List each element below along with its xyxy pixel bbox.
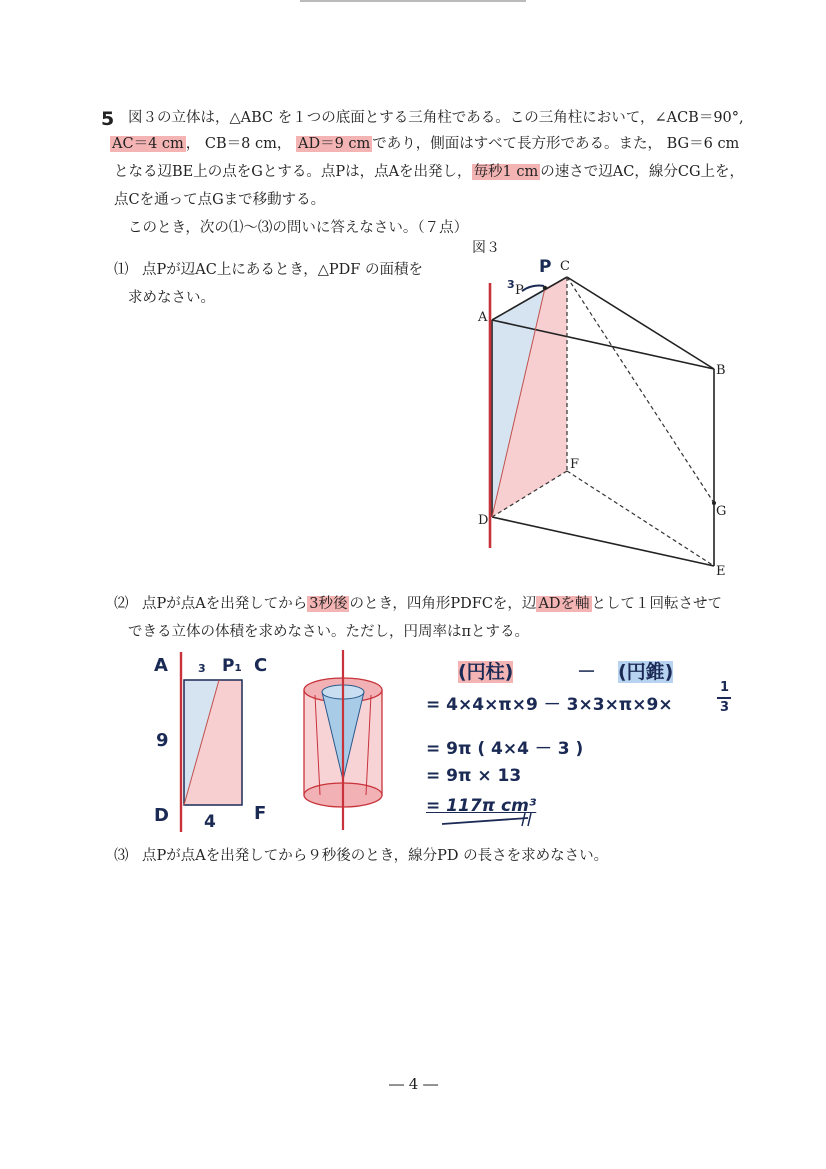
hand-label-p: P — [539, 257, 552, 277]
label-e: E — [716, 564, 726, 579]
work-line-2: = 9π ( 4×4 － 3 ) — [426, 739, 584, 759]
q2-text-c: として１回転させて — [591, 596, 723, 612]
sketch-c: C — [254, 655, 268, 676]
q2-text-b: のとき，四角形PDFCを，辺 — [349, 596, 537, 612]
highlight-axis: ADを軸 — [538, 596, 590, 612]
work-line-1: = 4×4×π×9 － 3×3×π×9× — [426, 695, 673, 715]
answer-underline — [440, 812, 540, 830]
label-d: D — [478, 513, 489, 528]
highlight-ad: AD＝9 cm — [297, 136, 371, 152]
sketch-a: A — [154, 655, 168, 676]
highlight-3sec: 3秒後 — [309, 596, 348, 612]
sketch-4: 4 — [204, 812, 216, 832]
q2-text-a: 点Pが点Aを出発してから — [142, 596, 308, 612]
sketch-3: 3 — [198, 662, 206, 675]
highlight-speed: 毎秒1 cm — [473, 164, 539, 180]
text-rest: であり，側面はすべて長方形である。また， BG＝6 cm — [372, 136, 740, 152]
q2-line-2: できる立体の体積を求めなさい。ただし，円周率はπとする。 — [128, 624, 530, 640]
problem-line-3 — [114, 165, 744, 180]
work-frac-num: 1 — [720, 680, 730, 695]
rectangle-sketch — [170, 650, 260, 835]
cylinder-cone-sketch — [295, 645, 395, 835]
problem-line-4: 点Cを通って点Gまで移動する。 — [114, 192, 326, 208]
cylinder-label: (円柱) — [458, 661, 514, 683]
figure-caption: 図３ — [472, 240, 500, 256]
label-f: F — [570, 457, 580, 472]
question-number: 5 — [101, 108, 115, 130]
text-line3a: となる辺BE上の点をGとする。点Pは，点Aを出発し， — [114, 164, 472, 180]
text-cb: ， CB＝8 cm， — [185, 136, 292, 152]
text-line3b: の速さで辺AC，線分CG上を， — [540, 164, 745, 180]
work-line-4-answer: = 117π cm³ — [426, 796, 537, 816]
q2-line-1 — [142, 597, 722, 612]
figure-3-prism — [470, 255, 750, 585]
q2-label: ⑵ — [114, 596, 129, 612]
sketch-9: 9 — [156, 730, 169, 751]
label-c: C — [560, 259, 570, 274]
sketch-p1: P₁ — [222, 656, 242, 676]
highlight-ac: AC＝4 cm — [112, 136, 184, 152]
problem-line-1: 図３の立体は，△ABC を１つの底面とする三角柱である。この三角柱において，∠ACB＝90°, — [128, 110, 744, 126]
q1-line-2: 求めなさい。 — [128, 290, 215, 306]
work-head-minus: － — [577, 661, 597, 683]
label-a: A — [478, 310, 488, 325]
q3-label: ⑶ — [114, 848, 129, 864]
q3-text: 点Pが点Aを出発してから９秒後のとき，線分PD の長さを求めなさい。 — [142, 848, 609, 864]
page-number: ― 4 ― — [389, 1075, 439, 1093]
work-head-cylinder — [458, 657, 513, 684]
label-p: P — [515, 283, 524, 298]
top-edge-line — [300, 0, 526, 2]
problem-line-2 — [110, 137, 739, 152]
work-frac-den: 3 — [720, 700, 730, 715]
work-frac-bar — [717, 697, 731, 699]
movement-arrow — [522, 286, 544, 291]
sketch-f: F — [254, 803, 267, 824]
hand-label-3: 3 — [507, 278, 515, 291]
label-g: G — [716, 504, 727, 519]
work-head-cone — [618, 657, 673, 684]
q1-label: ⑴ — [114, 262, 129, 278]
q1-line-1: 点Pが辺AC上にあるとき，△PDF の面積を — [142, 262, 423, 278]
problem-line-5: このとき，次の⑴～⑶の問いに答えなさい。（７点） — [128, 220, 469, 236]
sketch-d: D — [154, 805, 169, 826]
cone-label: (円錐) — [618, 661, 674, 683]
work-line-3: = 9π × 13 — [426, 766, 522, 786]
label-b: B — [716, 363, 726, 378]
